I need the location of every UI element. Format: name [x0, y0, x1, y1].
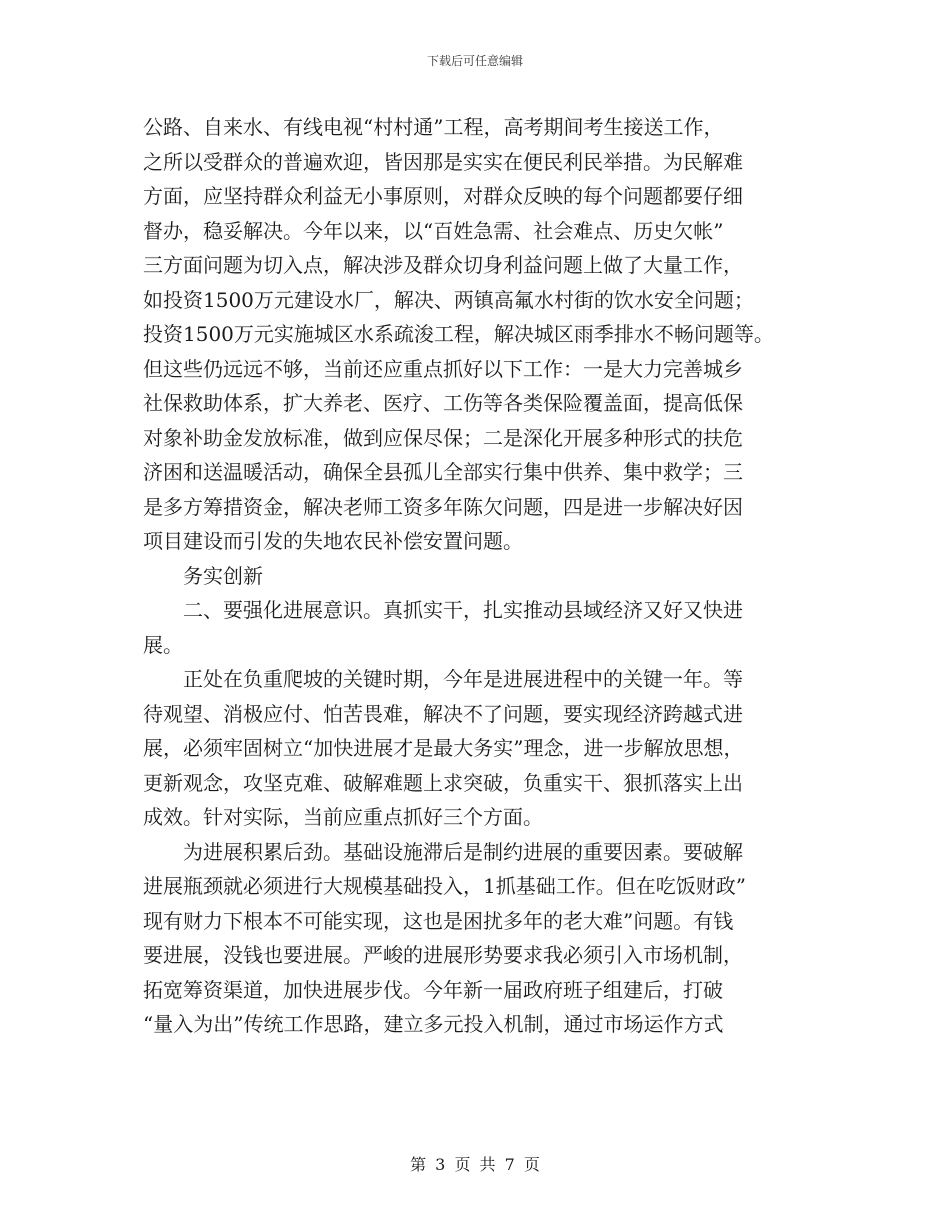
text-line: 督办，稳妥解决。今年以来，以“百姓急需、社会难点、历史欠帐”: [143, 218, 724, 243]
text-line: 现有财力下根本不可能实现，这也是困扰多年的老大难”问题。有钱: [143, 908, 734, 933]
text-line: 展。: [143, 632, 183, 657]
text-line: 更新观念，攻坚克难、破解难题上求突破，负重实干、狠抓落实上出: [143, 770, 743, 795]
text-line: “量入为出”传统工作思路，建立多元投入机制，通过市场运作方式: [143, 1012, 724, 1036]
text-line: 但这些仍远远不够，当前还应重点抓好以下工作：一是大力完善城乡: [143, 356, 743, 381]
text-line: 要进展，没钱也要进展。严峻的进展形势要求我必须引入市场机制，: [143, 943, 743, 967]
text-line: 济困和送温暖活动，确保全县孤儿全部实行集中供养、集中救学；三: [143, 460, 743, 484]
text-line: 是多方筹措资金，解决老师工资多年陈欠问题，四是进一步解决好因: [143, 494, 743, 519]
text-line: 为进展积累后劲。基础设施滞后是制约进展的重要因素。要破解: [143, 839, 743, 864]
text-line: 成效。针对实际，当前应重点抓好三个方面。: [143, 805, 543, 829]
text-line: 拓宽筹资渠道，加快进展步伐。今年新一届政府班子组建后，打破: [143, 977, 723, 1002]
text-line: 社保救助体系，扩大养老、医疗、工伤等各类保险覆盖面，提高低保: [143, 391, 743, 415]
text-line: 项目建设而引发的失地农民补偿安置问题。: [143, 529, 523, 553]
text-line: 投资1500万元实施城区水系疏浚工程，解决城区雨季排水不畅问题等。: [143, 322, 774, 346]
text-line: 之所以受群众的普遍欢迎，皆因那是实实在便民利民举措。为民解难: [143, 149, 743, 174]
page-header-note: 下载后可任意编辑: [426, 54, 523, 68]
page-number: 第 3 页 共 7 页: [410, 1155, 540, 1174]
text-line: 公路、自来水、有线电视“村村通”工程，高考期间考生接送工作，: [143, 115, 724, 139]
text-line: 如投资1500万元建设水厂，解决、两镇高氟水村街的饮水安全问题；: [143, 287, 754, 312]
document-body: [143, 110, 823, 1042]
text-line: 务实创新: [143, 563, 263, 588]
text-line: 对象补助金发放标准，做到应保尽保；二是深化开展多种形式的扶危: [143, 425, 743, 450]
text-line: 方面，应坚持群众利益无小事原则，对群众反映的每个问题都要仔细: [143, 184, 743, 208]
text-line: 三方面问题为切入点，解决涉及群众切身利益问题上做了大量工作，: [143, 253, 743, 277]
text-line: 展，必须牢固树立“加快进展才是最大务实”理念，进一步解放思想，: [143, 736, 744, 760]
text-line: 进展瓶颈就必须进行大规模基础投入，1抓基础工作。但在吃饭财政”: [143, 874, 746, 898]
text-line: 正处在负重爬坡的关键时期，今年是进展进程中的关键一年。等: [143, 667, 743, 691]
text-line: 待观望、消极应付、怕苦畏难，解决不了问题，要实现经济跨越式进: [143, 701, 743, 726]
text-line: 二、要强化进展意识。真抓实干，扎实推动县域经济又好又快进: [143, 598, 743, 622]
